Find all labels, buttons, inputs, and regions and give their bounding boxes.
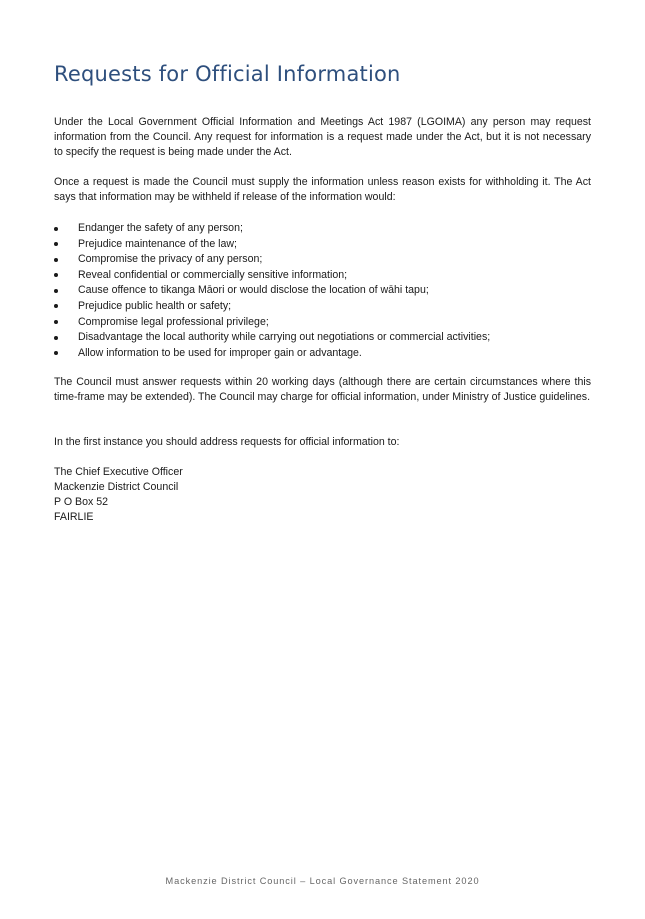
list-item-text: Reveal confidential or commercially sensitive information; — [78, 268, 348, 281]
list-item-text: Prejudice public health or safety; — [78, 299, 232, 312]
address-intro-paragraph: In the first instance you should address requests for official information to: — [54, 436, 400, 448]
bullet-icon — [54, 304, 58, 308]
bullet-icon — [54, 227, 58, 231]
bullet-icon — [54, 351, 58, 355]
list-item-text: Allow information to be used for improper gain or advantage. — [78, 346, 362, 359]
list-item — [54, 268, 591, 284]
list-item-text: Endanger the safety of any person; — [78, 222, 243, 234]
list-item — [54, 221, 591, 237]
list-item — [54, 283, 591, 299]
withholding-reasons-list — [54, 221, 591, 361]
list-item — [54, 252, 591, 268]
list-item-text: Disadvantage the local authority while carrying out negotiations or commercial activities; — [78, 331, 491, 344]
bullet-icon — [54, 336, 58, 340]
withholding-paragraph: Once a request is made the Council must supply the information unless reason exists for withholding it. The Act says that information may be withheld if release of the information would: — [54, 176, 591, 203]
list-item — [54, 315, 591, 331]
bullet-icon — [54, 289, 58, 293]
list-item-text: Prejudice maintenance of the law; — [78, 237, 237, 250]
list-item-text: Compromise legal professional privilege; — [78, 315, 269, 328]
list-item — [54, 299, 591, 315]
bullet-icon — [54, 273, 58, 277]
bullet-icon — [54, 258, 58, 262]
address-line: P O Box 52 — [54, 496, 108, 508]
intro-paragraph: Under the Local Government Official Information and Meetings Act 1987 (LGOIMA) any person may request information from the Council. Any request for information is a request made under the Act, but it is not necessary to specify the request is being made under the Act. — [54, 116, 591, 158]
list-item-text: Cause offence to tikanga Māori or would disclose the location of wāhi tapu; — [78, 284, 429, 297]
page-footer: Mackenzie District Council – Local Governance Statement 2020 — [165, 876, 480, 886]
address-line: The Chief Executive Officer — [54, 466, 183, 478]
address-line: FAIRLIE — [54, 511, 94, 523]
address-line: Mackenzie District Council — [54, 481, 179, 493]
bullet-icon — [54, 320, 58, 324]
list-item — [54, 346, 591, 362]
response-time-paragraph: The Council must answer requests within 20 working days (although there are certain circumstances where this time-frame may be extended). The Council may charge for official information, under Ministry of Justice guidelines. — [54, 376, 591, 403]
page-title: Requests for Official Information — [54, 62, 401, 86]
list-item — [54, 330, 591, 346]
list-item — [54, 237, 591, 253]
postal-address — [54, 465, 183, 525]
bullet-icon — [54, 242, 58, 246]
list-item-text: Compromise the privacy of any person; — [78, 253, 263, 266]
